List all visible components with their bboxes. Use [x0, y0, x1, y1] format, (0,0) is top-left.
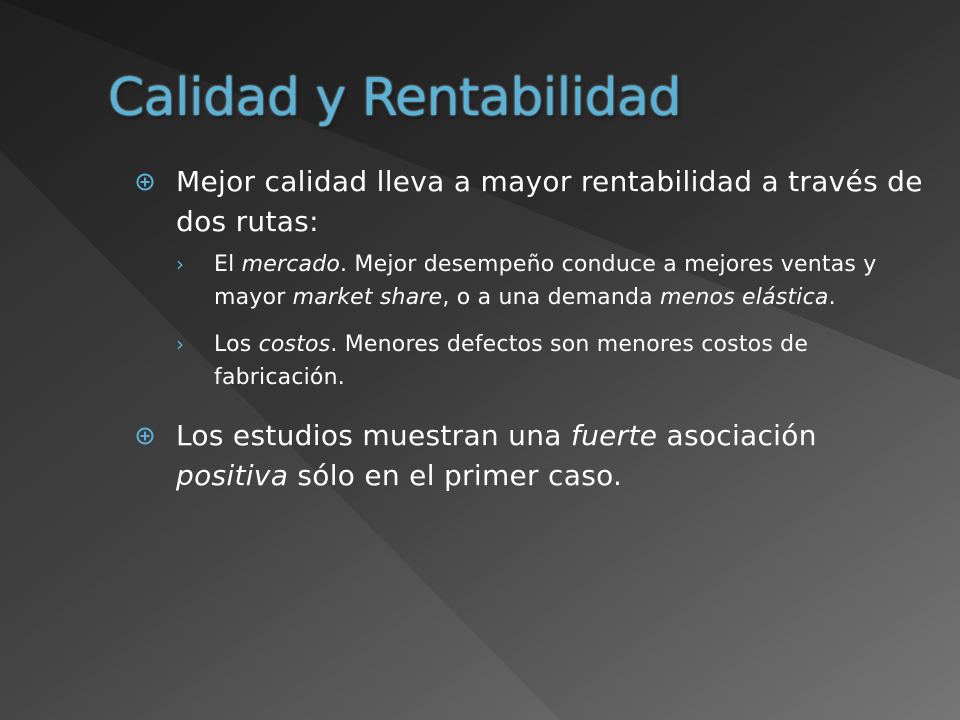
circled-plus-icon — [136, 173, 154, 191]
sub-bullet-item — [176, 328, 926, 394]
sub-emphasis: mercado — [241, 252, 341, 277]
sub-emphasis: costos — [258, 332, 331, 357]
bullet-text: Los estudios muestran una — [176, 419, 571, 452]
sub-emphasis: market share — [292, 285, 443, 310]
slide-content — [136, 162, 926, 496]
sub-text: , o a una demanda — [442, 285, 661, 310]
bullet-item — [136, 162, 926, 242]
sub-text: . Mejor desempeño conduce a mejores ventas y mayor — [214, 252, 877, 310]
chevron-right-icon: › — [176, 332, 185, 356]
circled-plus-icon — [136, 427, 154, 445]
sub-emphasis: menos elástica — [660, 285, 829, 310]
bullet-text: sólo en el primer caso. — [288, 459, 623, 492]
bullet-text: Mejor calidad lleva a mayor rentabilidad a través de dos rutas: — [176, 165, 923, 238]
bullet-emphasis: fuerte — [570, 419, 658, 452]
bullet-emphasis: positiva — [176, 459, 289, 492]
sub-text: Los — [214, 332, 259, 357]
sub-text: . — [828, 285, 836, 310]
bullet-item — [136, 416, 926, 496]
spacer — [136, 394, 926, 416]
chevron-right-icon: › — [176, 252, 185, 276]
sub-bullet-item — [176, 248, 926, 314]
bullet-text: asociación — [657, 419, 817, 452]
slide-title: Calidad y Rentabilidad — [108, 68, 682, 128]
sub-text: . Menores defectos son menores costos de fabricación. — [214, 332, 809, 390]
sub-text: El — [214, 252, 242, 277]
